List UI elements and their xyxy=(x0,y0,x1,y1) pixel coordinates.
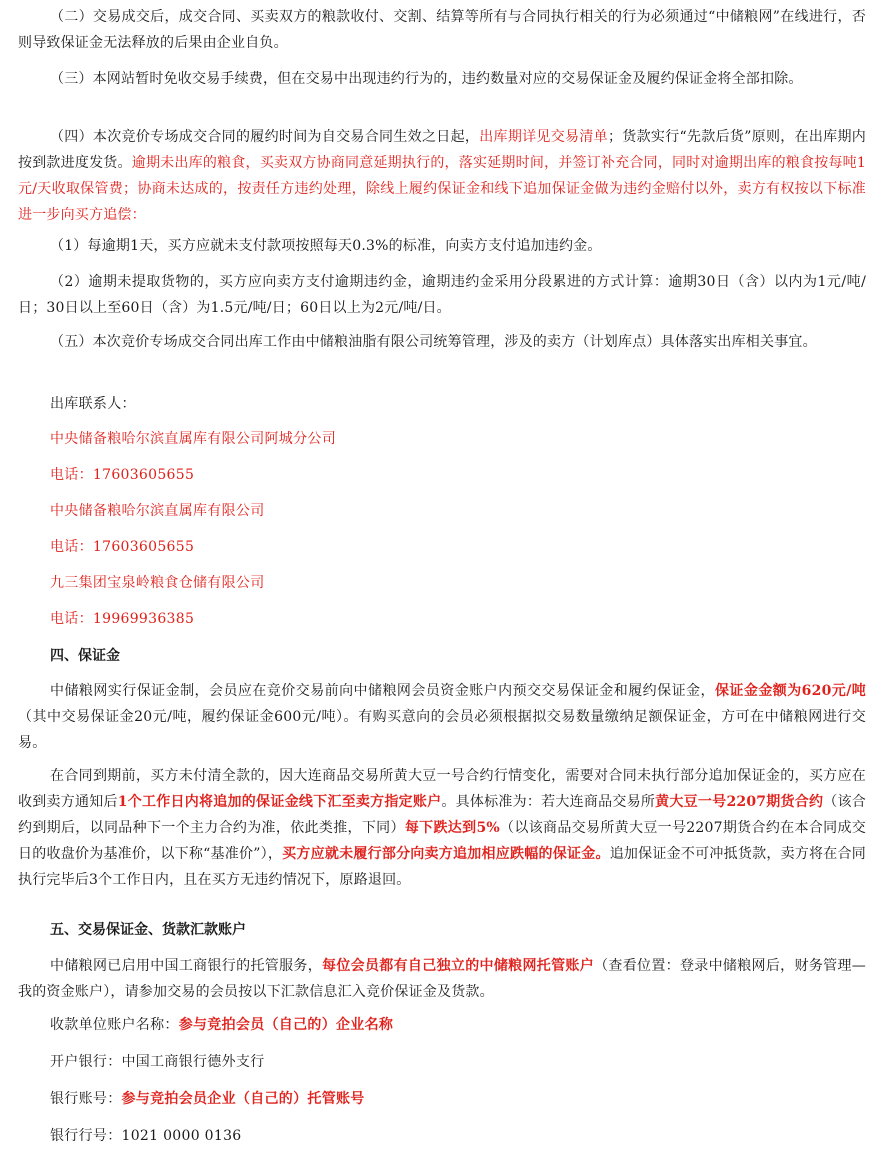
margin-call-text-4: （以该商品交易所黄大豆一号2207期货合约在本合同成交日的收盘价为基准价，以下称“基准价”）， xyxy=(18,820,866,862)
margin-call-text-1: 在合同到期前，买方未付清全款的，因大连商品交易所黄大豆一号合约行情变化，需要对合同未执行部分追加保证金的，买方应在收到卖方通知后 xyxy=(18,768,866,810)
deposit-text-1: 中储粮网实行保证金制，会员应在竞价交易前向中储粮网会员资金账户内预交交易保证金和履约保证金， xyxy=(50,683,715,699)
penalty-1-text: （1）每逾期1天，买方应就未支付款项按照每天0.3%的标准，向卖方支付追加违约金。 xyxy=(50,238,602,254)
clause-4-highlight-1: 出库期详见交易清单 xyxy=(479,129,608,145)
margin-call-highlight-1: 1个工作日内将追加的保证金线下汇至卖方指定账户 xyxy=(117,794,442,810)
bank-code-label: 银行行号： xyxy=(50,1128,122,1144)
paragraph-clause-3 xyxy=(0,66,823,92)
section-4-heading: 四、保证金 xyxy=(50,648,120,664)
bank-code-row xyxy=(0,1123,262,1149)
account-number-value: 参与竞拍会员企业（自己的）托管账号 xyxy=(121,1091,365,1107)
margin-call-highlight-4: 买方应就未履行部分向卖方追加相应跌幅的保证金。 xyxy=(282,846,610,862)
paragraph-clause-4 xyxy=(0,124,886,228)
paragraph-deposit xyxy=(0,678,886,756)
penalty-2-text: （2）逾期未提取货物的，买方应向卖方支付逾期违约金，逾期违约金采用分段累进的方式计算：逾期30日（含）以内为1元/吨/日；30日以上至60日（含）为1.5元/吨/日；60日以上为2元/吨/日。 xyxy=(18,274,866,316)
deposit-amount-highlight: 保证金金额为620元/吨 xyxy=(714,683,866,699)
clause-2-text: （二）交易成交后，成交合同、买卖双方的粮款收付、交割、结算等所有与合同执行相关的行为必须通过“中储粮网”在线进行，否则导致保证金无法释放的后果由企业自负。 xyxy=(18,9,866,51)
paragraph-penalty-1 xyxy=(0,233,622,259)
paragraph-clause-5 xyxy=(0,329,837,355)
clause-4-text: （四）本次竞价专场成交合同的履约时间为自交易合同生效之日起， xyxy=(50,129,480,145)
account-number-row xyxy=(0,1086,385,1112)
deposit-text-2: （其中交易保证金20元/吨，履约保证金600元/吨）。有购买意向的会员必须根据拟交易数量缴纳足额保证金，方可在中储粮网进行交易。 xyxy=(18,709,866,751)
contact-2-name: 中央储备粮哈尔滨直属库有限公司 xyxy=(50,503,265,519)
clause-5-text: （五）本次竞价专场成交合同出库工作由中储粮油脂有限公司统筹管理，涉及的卖方（计划库点）具体落实出库相关事宜。 xyxy=(50,334,817,350)
custody-text-1: 中储粮网已启用中国工商银行的托管服务， xyxy=(50,958,323,974)
clause-4-text-2: ；货款实行“先款后货”原则，在出库期内按到款进度发货。 xyxy=(18,129,866,171)
margin-call-text-5: 追加保证金不可冲抵货款，卖方将在合同执行完毕后3个工作日内，且在买方无违约情况下，原路退回。 xyxy=(18,846,866,888)
account-name-row xyxy=(0,1012,413,1038)
contacts-label: 出库联系人： xyxy=(50,396,136,412)
contact-2-phone: 电话：17603605655 xyxy=(50,539,195,555)
paragraph-clause-2 xyxy=(0,4,886,56)
contact-3-name: 九三集团宝泉岭粮食仓储有限公司 xyxy=(50,575,265,591)
paragraph-penalty-2 xyxy=(0,269,886,321)
paragraph-margin-call xyxy=(0,763,886,893)
bank-code-value: 1021 0000 0136 xyxy=(121,1128,242,1144)
contact-1-phone: 电话：17603605655 xyxy=(50,467,195,483)
contact-1-name: 中央储备粮哈尔滨直属库有限公司阿城分公司 xyxy=(50,431,336,447)
account-number-label: 银行账号： xyxy=(50,1091,122,1107)
clause-4-highlight-2: 逾期未出库的粮食，买卖双方协商同意延期执行的，落实延期时间，并签订补充合同，同时对逾期出库的粮食按每吨1元/天收取保管费；协商未达成的，按责任方违约处理，除线上履约保证金和线下追加保证金做为违约金赔付以外，卖方有权按以下标准进一步向买方追偿： xyxy=(18,155,866,223)
paragraph-custody xyxy=(0,953,886,1005)
margin-call-text-2: 。具体标准为：若大连商品交易所 xyxy=(441,794,656,810)
margin-call-text-3: （该合约到期后，以同品种下一个主力合约为准，依此类推，下同） xyxy=(18,794,866,836)
section-5-heading: 五、交易保证金、货款汇款账户 xyxy=(50,922,246,938)
custody-text-2: （查看位置：登录中储粮网后，财务管理—我的资金账户），请参加交易的会员按以下汇款信息汇入竞价保证金及货款。 xyxy=(18,958,866,1000)
bank-row xyxy=(0,1049,285,1075)
margin-call-highlight-2: 黄大豆一号2207期货合约 xyxy=(655,794,824,810)
account-name-label: 收款单位账户名称： xyxy=(50,1017,179,1033)
bank-value: 中国工商银行德外支行 xyxy=(121,1054,265,1070)
custody-highlight: 每位会员都有自己独立的中储粮网托管账户 xyxy=(322,958,595,974)
clause-3-text: （三）本网站暂时免收交易手续费，但在交易中出现违约行为的，违约数量对应的交易保证金及履约保证金将全部扣除。 xyxy=(50,71,803,87)
bank-label: 开户银行： xyxy=(50,1054,122,1070)
margin-call-highlight-3: 每下跌达到5% xyxy=(404,820,500,836)
account-name-value: 参与竞拍会员（自己的）企业名称 xyxy=(178,1017,394,1033)
contact-3-phone: 电话：19969936385 xyxy=(50,611,195,627)
